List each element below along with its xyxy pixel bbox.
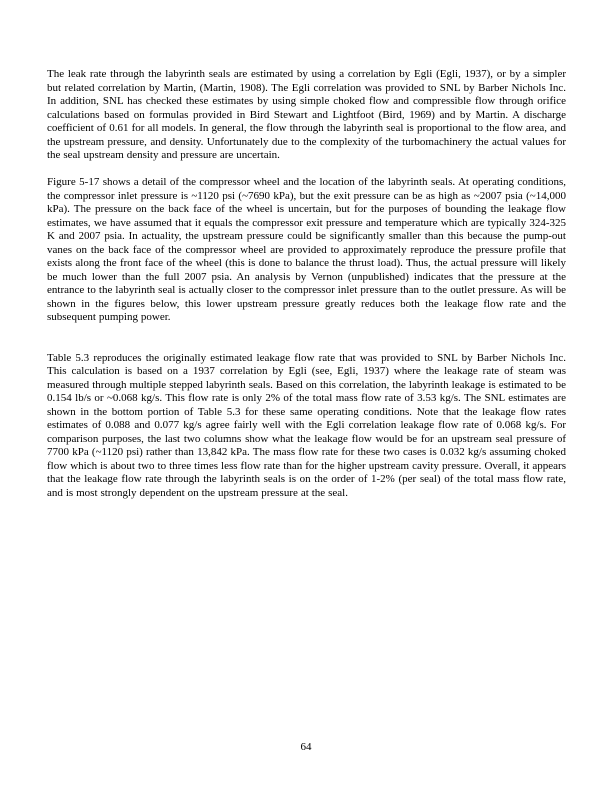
paragraph-figure-5-17-discussion: Figure 5-17 shows a detail of the compressor wheel and the location of the labyrinth seals. At operating conditions, the compressor inlet pressure is ~1120 psi (~7690 kPa), but the exit pressure can be as high as ~2007 psia (~14,000 kPa). The pressure on the back face of the wheel is uncertain, but for the purposes of bounding the leakage flow estimates, we have assumed that it equals the compressor exit pressure and temperature which are typically 324-325 K and 2007 psia. In actuality, the upstream pressure could be significantly smaller than this because the pump-out vanes on the back face of the compressor wheel are provided to approximately reproduce the pressure profile that exists along the front face of the wheel (this is done to balance the thrust load). Thus, the actual pressure will likely be much lower than the full 2007 psia. An analysis by Vernon (unpublished) indicates that the pressure at the entrance to the labyrinth seal is actually closer to the compressor inlet pressure than to the outlet pressure. As will be shown in the figures below, this lower upstream pressure greatly reduces both the leakage flow rate and the subsequent pumping power. <box>47 176 566 323</box>
page-number: 64 <box>300 740 312 753</box>
paragraph-table-5-3-discussion: Table 5.3 reproduces the originally estimated leakage flow rate that was provided to SNL by Barber Nichols Inc. This calculation is based on a 1937 correlation by Egli (see, Egli, 1937) where the leakage rate of steam was measured through multiple stepped labyrinth seals. Based on this correlation, the labyrinth leakage is estimated to be 0.154 lb/s or ~0.068 kg/s. This flow rate is only 2% of the total mass flow rate of 3.53 kg/s. The SNL estimates are shown in the bottom portion of Table 5.3 for these same operating conditions. Note that the leakage flow rates estimates of 0.088 and 0.077 kg/s agree fairly well with the Egli correlation leakage flow rate of 0.068 kg/s. For comparison purposes, the last two columns show what the leakage flow would be for an upstream seal pressure of 7700 kPa (~1120 psi) rather than 13,842 kPa. The mass flow rate for these two cases is 0.032 kg/s assuming choked flow which is about two to three times less flow rate than for the higher upstream cavity pressure. Overall, it appears that the leakage flow rate through the labyrinth seals is on the order of 1-2% (per seal) of the total mass flow rate, and is most strongly dependent on the upstream pressure at the seal. <box>47 351 566 499</box>
paragraph-leak-rate-estimation: The leak rate through the labyrinth seals are estimated by using a correlation by Egli (Egli, 1937), or by a simpler but related correlation by Martin, (Martin, 1908). The Egli correlation was provided to SNL by Barber Nichols Inc. In addition, SNL has checked these estimates by using simple choked flow and compressible flow through orifice calculations based on formulas provided in Bird Stewart and Lightfoot (Bird, 1969) and by Martin. A discharge coefficient of 0.61 for all models. In general, the flow through the labyrinth seal is proportional to the flow area, and the upstream pressure, and density. Unfortunately due to the complexity of the turbomachinery the actual values for the seal upstream density and pressure are uncertain. <box>47 68 566 161</box>
page-content <box>47 68 566 500</box>
